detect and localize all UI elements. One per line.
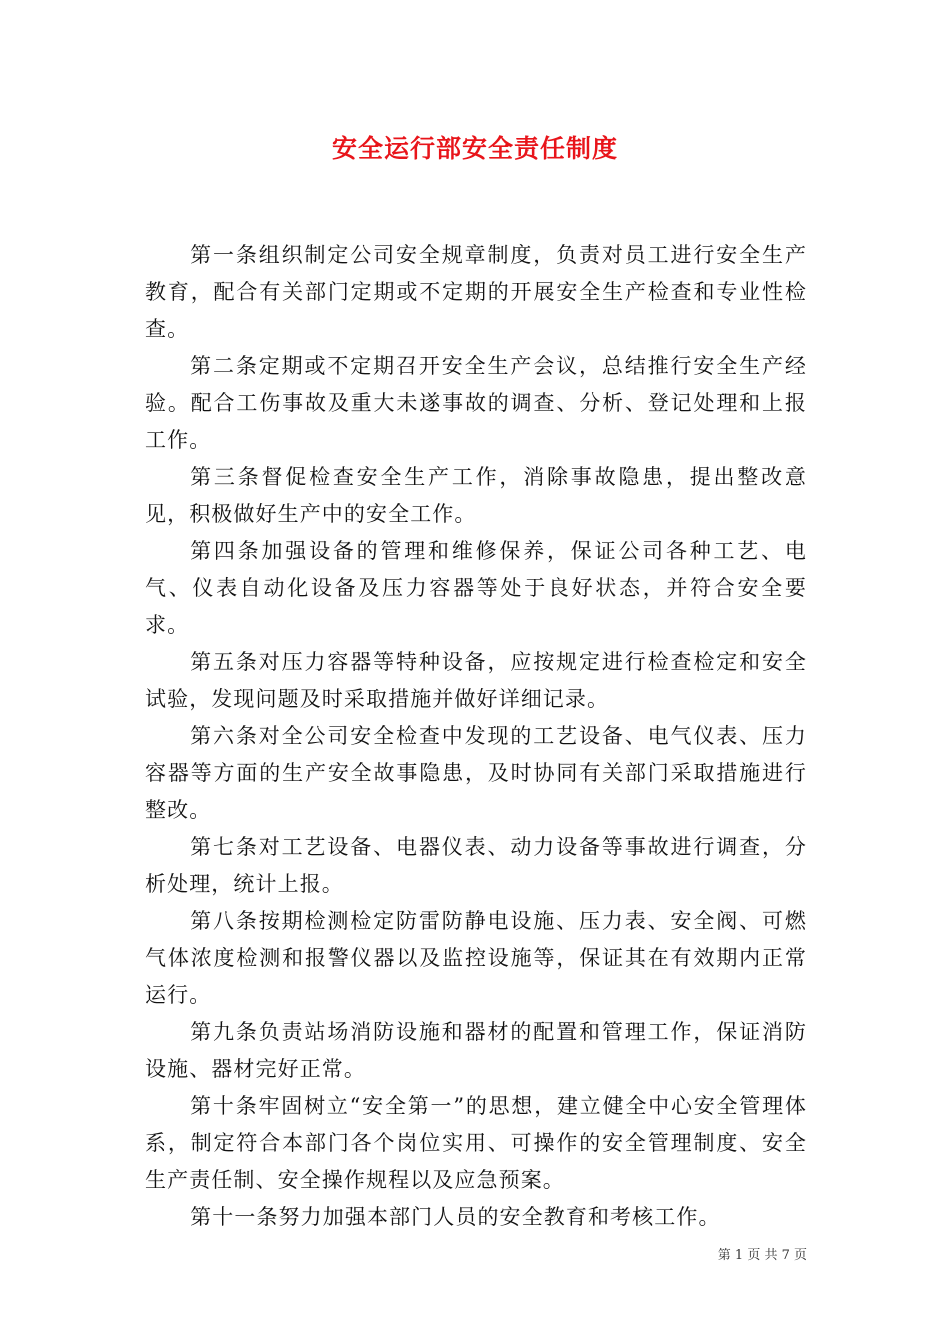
article-1: 第一条组织制定公司安全规章制度，负责对员工进行安全生产教育，配合有关部门定期或不定期的开展安全生产检查和专业性检查。: [145, 243, 807, 341]
article-6: 第六条对全公司安全检查中发现的工艺设备、电气仪表、压力容器等方面的生产安全故事隐患，及时协同有关部门采取措施进行整改。: [145, 724, 807, 822]
article-4: 第四条加强设备的管理和维修保养，保证公司各种工艺、电气、仪表自动化设备及压力容器等处于良好状态，并符合安全要求。: [145, 539, 807, 637]
article-3: 第三条督促检查安全生产工作，消除事故隐患，提出整改意见，积极做好生产中的安全工作。: [145, 465, 807, 526]
document-title: 安全运行部安全责任制度: [331, 134, 618, 163]
article-10: 第十条牢固树立“安全第一”的思想，建立健全中心安全管理体系，制定符合本部门各个岗位实用、可操作的安全管理制度、安全生产责任制、安全操作规程以及应急预案。: [145, 1094, 807, 1192]
article-9: 第九条负责站场消防设施和器材的配置和管理工作，保证消防设施、器材完好正常。: [145, 1020, 807, 1081]
article-7: 第七条对工艺设备、电器仪表、动力设备等事故进行调查，分析处理，统计上报。: [145, 835, 807, 896]
article-2: 第二条定期或不定期召开安全生产会议，总结推行安全生产经验。配合工伤事故及重大未遂事故的调查、分析、登记处理和上报工作。: [145, 354, 807, 452]
document-body: [145, 237, 807, 1236]
article-5: 第五条对压力容器等特种设备，应按规定进行检查检定和安全试验，发现问题及时采取措施并做好详细记录。: [145, 650, 807, 711]
article-8: 第八条按期检测检定防雷防静电设施、压力表、安全阀、可燃气体浓度检测和报警仪器以及监控设施等，保证其在有效期内正常运行。: [145, 909, 807, 1007]
article-11: 第十一条努力加强本部门人员的安全教育和考核工作。: [190, 1205, 721, 1229]
page-number: 第 1 页 共 7 页: [717, 1248, 807, 1263]
